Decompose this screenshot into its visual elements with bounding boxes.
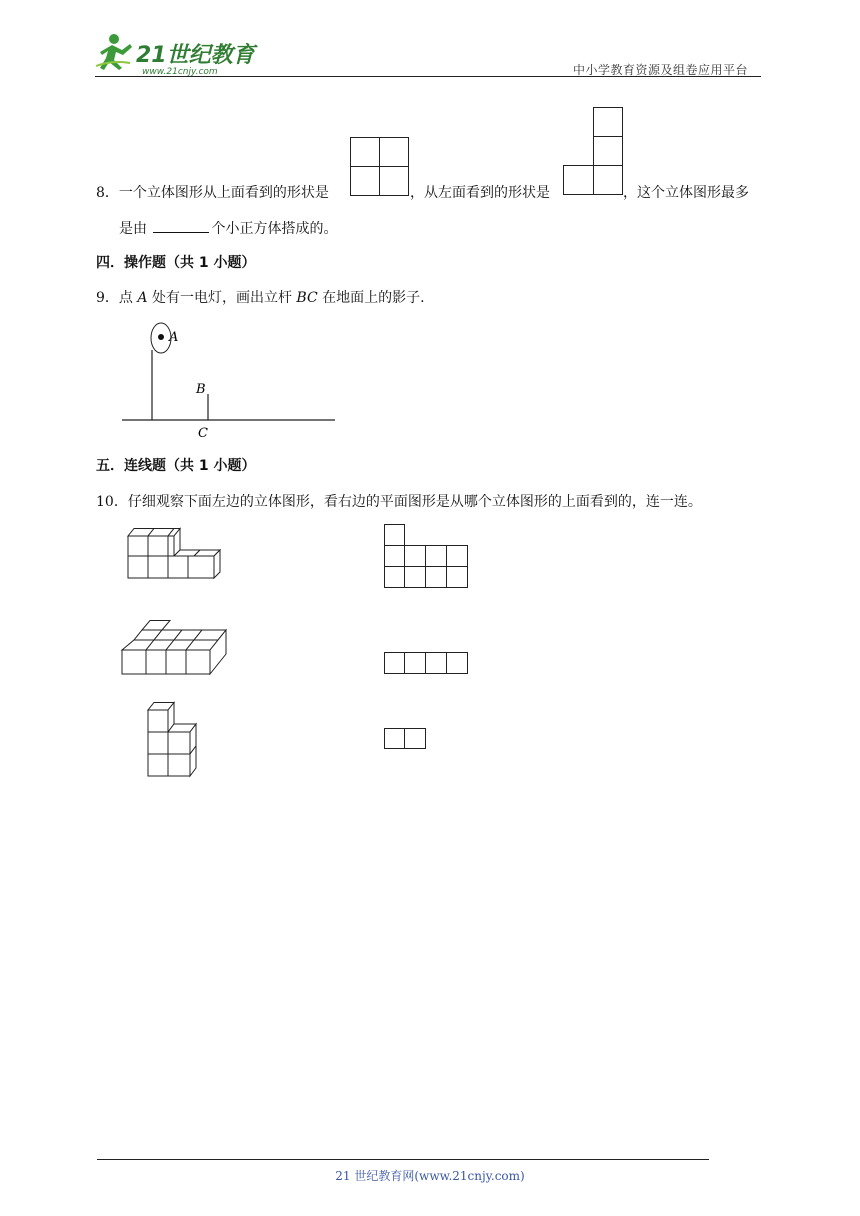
q10-solid-1: [122, 528, 226, 588]
runner-icon: [96, 34, 132, 70]
q9-text: [96, 288, 425, 308]
label-a: A: [169, 330, 179, 345]
q8-text-part3: ，这个立体图形最多: [623, 185, 749, 201]
q9-pole-name: BC: [296, 290, 318, 306]
q8-left-view-figure: [563, 107, 625, 197]
q9-number: 9．: [96, 290, 119, 306]
q8-line2: [119, 218, 337, 239]
q10-plane-figure-1[interactable]: [384, 524, 470, 590]
q9-post: 在地面上的影子.: [317, 290, 425, 306]
footer-divider: [97, 1159, 709, 1160]
logo-text: 21世纪教育: [136, 43, 255, 68]
q9-point-a: A: [137, 290, 148, 306]
q8-line1: [96, 183, 329, 203]
section-4-title: 四．操作题（共 1 小题）: [96, 255, 256, 271]
header-divider: [95, 76, 761, 77]
q8-line2-suffix: 个小正方体搭成的。: [211, 221, 338, 237]
q10-plane-figure-2[interactable]: [384, 652, 470, 676]
q8-top-view-figure: [350, 137, 412, 197]
q10-solid-3: [146, 702, 206, 778]
q9-lamp-diagram: [120, 320, 340, 442]
q10-text: [96, 492, 702, 512]
footer-text[interactable]: 21 世纪教育网(www.21cnjy.com): [335, 1169, 525, 1183]
q8-answer-blank[interactable]: [153, 218, 209, 233]
q8-number: 8．: [96, 185, 119, 201]
q10-solid-2: [120, 620, 232, 678]
header-platform-text: 中小学教育资源及组卷应用平台: [573, 63, 749, 77]
label-c: C: [198, 426, 208, 441]
q8-line2-prefix: 是由: [119, 221, 152, 237]
q10-number: 10．: [96, 494, 128, 510]
lamp-point-a: [158, 334, 164, 340]
q10-body: 仔细观察下面左边的立体图形，看右边的平面图形是从哪个立体图形的上面看到的，连一连。: [127, 494, 702, 510]
q10-plane-figure-3[interactable]: [384, 728, 430, 752]
site-logo: [92, 30, 257, 78]
label-b: B: [196, 382, 206, 397]
logo-url: www.21cnjy.com: [142, 67, 218, 77]
section-5-title: 五．连线题（共 1 小题）: [96, 458, 256, 474]
q9-mid: 处有一电灯，画出立杆: [147, 290, 297, 306]
q9-pre: 点: [118, 290, 138, 306]
q8-text-part1: 一个立体图形从上面看到的形状是: [118, 185, 329, 201]
q8-text-part2: ，从左面看到的形状是: [410, 185, 550, 201]
